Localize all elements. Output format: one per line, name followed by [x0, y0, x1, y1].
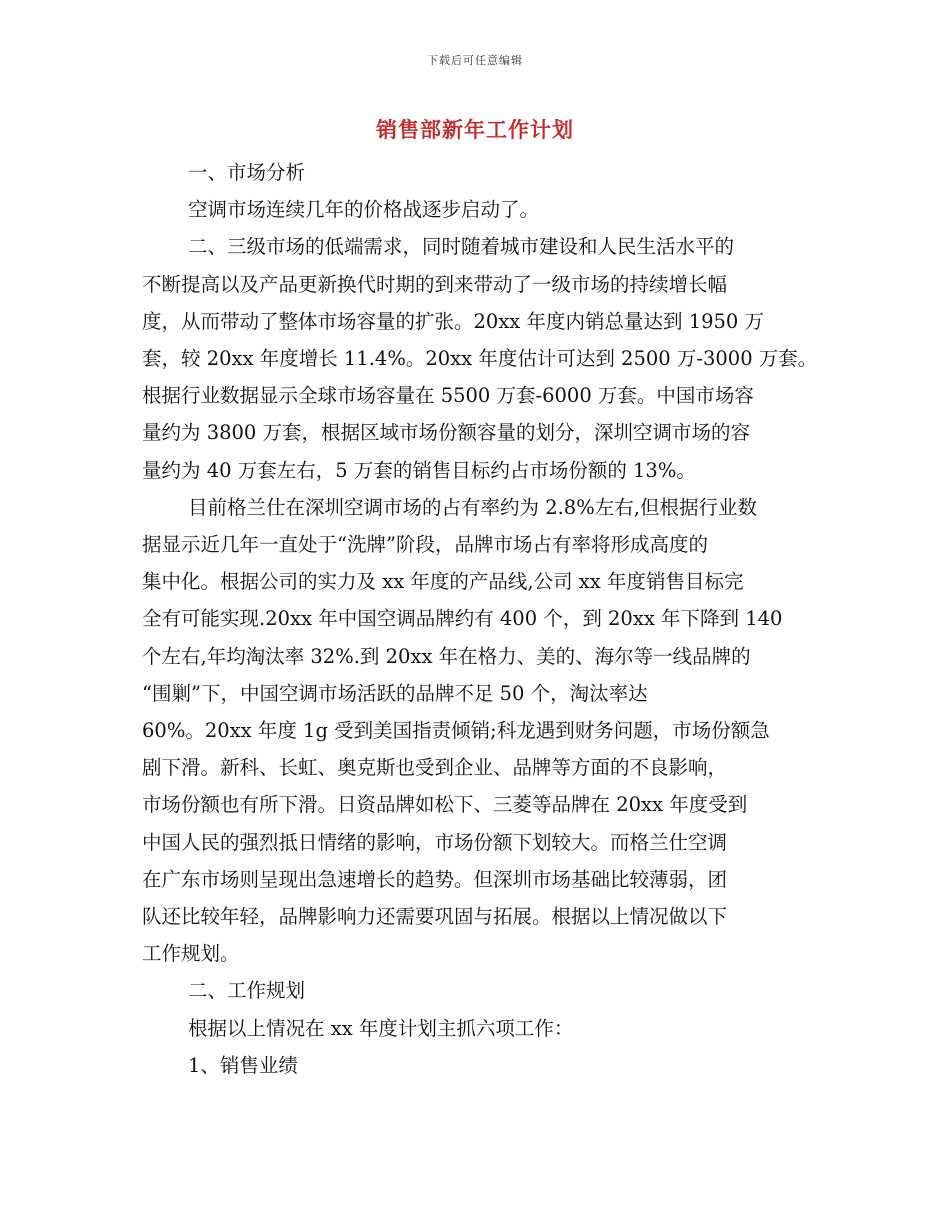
text-line: 1、销售业绩 — [188, 1053, 298, 1077]
text-line: 全有可能实现.20xx 年中国空调品牌约有 400 个，到 20xx 年下降到 140 — [142, 607, 783, 631]
text-line: 队还比较年轻，品牌影响力还需要巩固与拓展。根据以上情况做以下 — [142, 905, 728, 928]
text-line: 市场份额也有所下滑。日资品牌如松下、三菱等品牌在 20xx 年度受到 — [142, 793, 748, 817]
text-line: 空调市场连续几年的价格战逐步启动了。 — [188, 198, 540, 222]
text-line: 套，较 20xx 年度增长 11.4%。20xx 年度估计可达到 2500 万-3000 万套。 — [142, 347, 818, 370]
text-line: 目前格兰仕在深圳空调市场的占有率约为 2.8%左右,但根据行业数 — [188, 495, 757, 519]
text-line: 量约为 3800 万套，根据区域市场份额容量的划分，深圳空调市场的容 — [142, 421, 751, 445]
text-line: 不断提高以及产品更新换代时期的到来带动了一级市场的持续增长幅 — [142, 272, 728, 296]
text-line: 剧下滑。新科、长虹、奥克斯也受到企业、品牌等方面的不良影响， — [142, 756, 728, 780]
text-line: 据显示近几年一直处于“洗牌”阶段，品牌市场占有率将形成高度的 — [142, 533, 708, 556]
text-line: 个左右,年均淘汰率 32%.到 20xx 年在格力、美的、海尔等一线品牌的 — [142, 644, 751, 668]
text-line: 工作规划。 — [142, 942, 240, 966]
header-note: 下载后可任意编辑 — [427, 54, 523, 67]
text-line: 根据以上情况在 xx 年度计划主抓六项工作： — [188, 1016, 574, 1040]
text-line: 60%。20xx 年度 1g 受到美国指责倾销;科龙遇到财务问题，市场份额急 — [142, 719, 770, 742]
text-line: 二、工作规划 — [188, 979, 306, 1003]
text-line: 根据行业数据显示全球市场容量在 5500 万套-6000 万套。中国市场容 — [142, 384, 754, 408]
text-line: 一、市场分析 — [188, 161, 306, 184]
text-line: 量约为 40 万套左右，5 万套的销售目标约占市场份额的 13%。 — [142, 458, 696, 482]
text-line: 在广东市场则呈现出急速增长的趋势。但深圳市场基础比较薄弱，团 — [142, 867, 728, 891]
text-line: “围剿”下，中国空调市场活跃的品牌不足 50 个，淘汰率达 — [142, 681, 648, 705]
text-line: 二、三级市场的低端需求，同时随着城市建设和人民生活水平的 — [188, 235, 735, 259]
document-title: 销售部新年工作计划 — [376, 117, 574, 142]
text-line: 集中化。根据公司的实力及 xx 年度的产品线,公司 xx 年度销售目标完 — [142, 570, 744, 594]
text-line: 中国人民的强烈抵日情绪的影响，市场份额下划较大。而格兰仕空调 — [142, 830, 728, 854]
text-line: 度，从而带动了整体市场容量的扩张。20xx 年度内销总量达到 1950 万 — [142, 309, 765, 333]
